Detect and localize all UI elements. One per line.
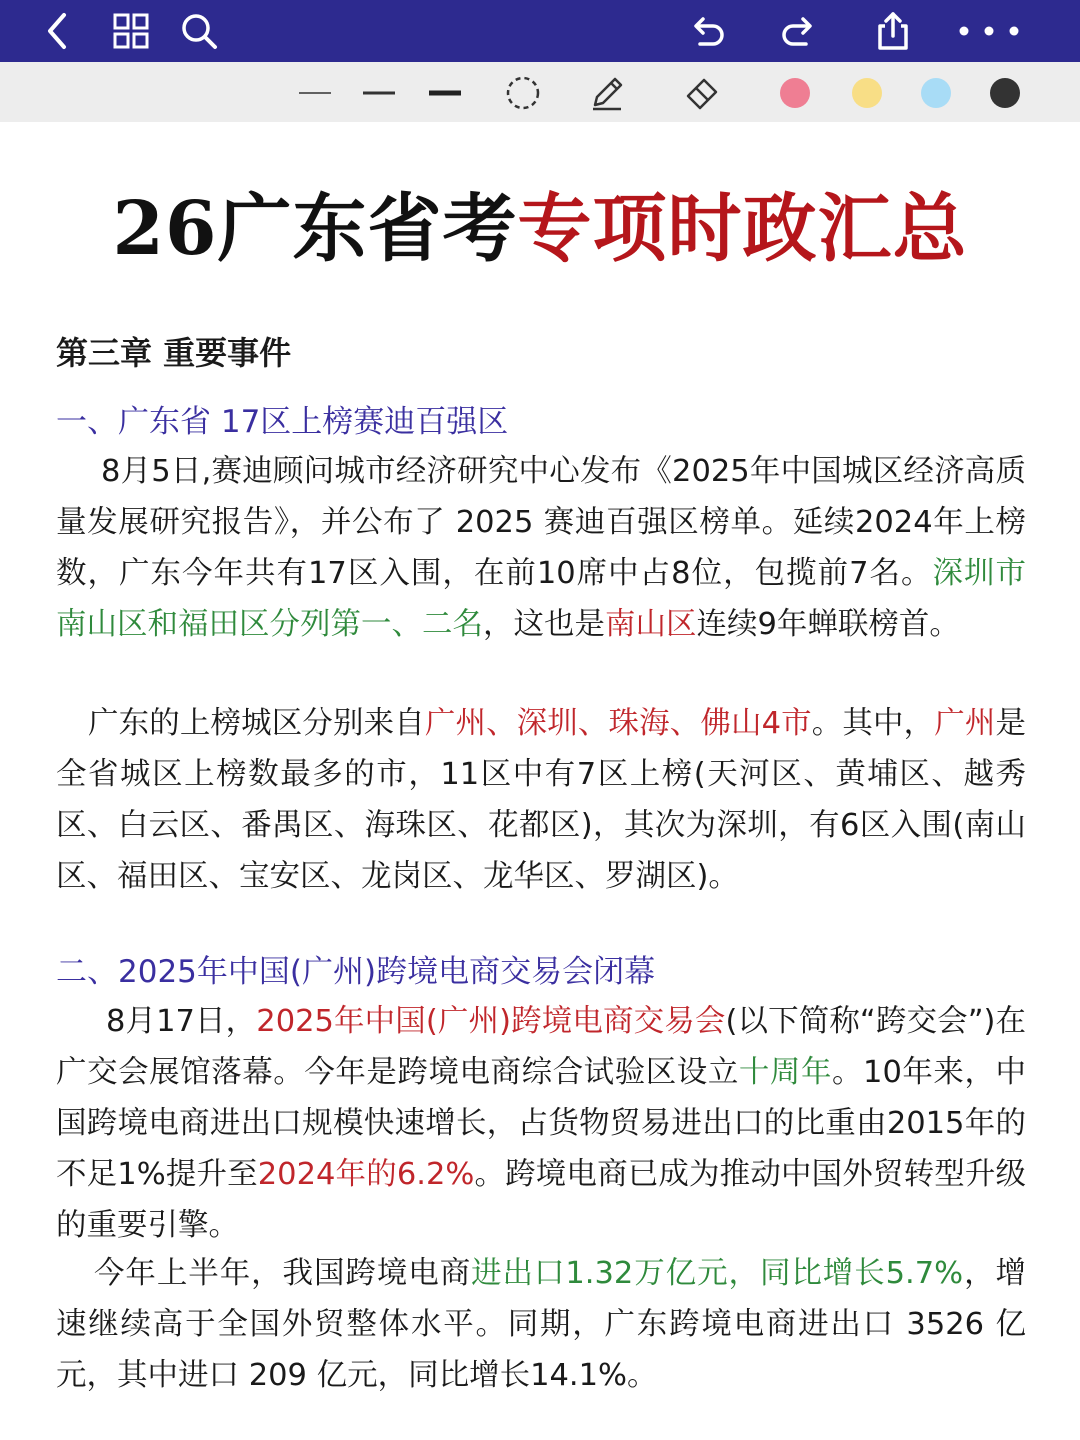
more-button[interactable] (952, 6, 1026, 56)
document-title (0, 170, 1080, 276)
chapter-heading: 第三章 重要事件 (56, 334, 292, 372)
grid-button[interactable] (106, 6, 156, 56)
pink-swatch (780, 78, 810, 108)
text-run: 是全省城区上榜数最多的市，11区中有7区上榜(天河区、黄埔区、越秀区、白云区、番禺区、海珠区、花都区)，其次为深圳，有6区入围(南山区、福田区、宝安区、龙岗区、龙华区、罗湖区)。 (56, 706, 1027, 894)
title-part-black: 26广东省考 (112, 186, 518, 272)
section-2-paragraph-1 (56, 996, 1026, 1251)
undo-button[interactable] (682, 6, 732, 56)
redo-icon (778, 10, 820, 52)
text-run: (以下简称“跨交会”)在广交会展馆落幕。今年是跨境电商综合试验区设立 (56, 1004, 1027, 1090)
search-button[interactable] (174, 6, 224, 56)
text-run: 。其中， (811, 706, 935, 741)
section-1-heading: 一、广东省 17区上榜赛迪百强区 (56, 404, 509, 440)
lasso-icon (503, 73, 543, 113)
share-icon (872, 10, 914, 52)
highlight-green: 进出口1.32万亿元，同比增长5.7% (471, 1256, 964, 1291)
section-1-paragraph-2 (56, 698, 1026, 902)
search-icon (179, 11, 219, 51)
pen-medium-button[interactable] (354, 68, 404, 118)
text-run: 8月5日,赛迪顾问城市经济研究中心发布《2025年中国城区经济高质量发展研究报告》，并公布了 2025 赛迪百强区榜单。延续2024年上榜数，广东今年共有17区入围，在前10席中占8位，包揽前7名。 (56, 454, 1026, 591)
blue-swatch (921, 78, 951, 108)
color-black-button[interactable] (980, 68, 1030, 118)
pen-medium-icon (361, 88, 397, 98)
title-part-red: 专项时政汇总 (517, 186, 968, 272)
lasso-button[interactable] (498, 68, 548, 118)
color-yellow-button[interactable] (842, 68, 892, 118)
text-run: 。10年来，中国跨境电商进出口规模快速增长，占货物贸易进出口的比重由2015年的不足1%提升至 (56, 1055, 1027, 1192)
more-icon (954, 21, 1024, 41)
back-icon (38, 11, 78, 51)
text-run: ，增速继续高于全国外贸整体水平。同期，广东跨境电商进出口 3526 亿元，其中进口 209 亿元，同比增长14.1%。 (56, 1256, 1027, 1393)
text-run: 连续9年蝉联榜首。 (696, 607, 960, 642)
section-2-paragraph-2 (56, 1248, 1026, 1401)
back-button[interactable] (33, 6, 83, 56)
text-run: 。跨境电商已成为推动中国外贸转型升级的重要引擎。 (56, 1157, 1027, 1243)
yellow-swatch (852, 78, 882, 108)
pencil-button[interactable] (582, 68, 632, 118)
pen-thick-icon (427, 88, 463, 98)
highlight-red: 南山区 (605, 607, 697, 642)
pencil-icon (587, 73, 627, 113)
color-blue-button[interactable] (911, 68, 961, 118)
black-swatch (990, 78, 1020, 108)
color-pink-button[interactable] (770, 68, 820, 118)
section-1-paragraph-1 (56, 446, 1026, 650)
text-run: 广东的上榜城区分别来自 (88, 706, 425, 741)
highlight-green: 十周年 (738, 1055, 832, 1090)
undo-icon (686, 10, 728, 52)
highlight-red: 广州 (934, 706, 996, 741)
pen-thin-button[interactable] (290, 68, 340, 118)
highlight-green: 深圳市南山区和福田区分列第一、二名 (56, 556, 1027, 642)
highlight-red: 2025年中国(广州)跨境电商交易会 (256, 1004, 726, 1039)
pen-thin-icon (297, 88, 333, 98)
top-nav-bar (0, 0, 1080, 62)
section-2-heading: 二、2025年中国(广州)跨境电商交易会闭幕 (56, 954, 656, 990)
grid-icon (111, 11, 151, 51)
text-run: ，这也是 (483, 607, 605, 642)
text-run: 8月17日， (106, 1004, 257, 1039)
text-run: 今年上半年，我国跨境电商 (94, 1256, 472, 1291)
annotation-toolbar (0, 62, 1080, 122)
share-button[interactable] (868, 6, 918, 56)
redo-button[interactable] (774, 6, 824, 56)
highlight-red: 2024年的6.2% (257, 1157, 475, 1192)
pen-thick-button[interactable] (420, 68, 470, 118)
highlight-red: 广州、深圳、珠海、佛山4市 (424, 706, 812, 741)
eraser-icon (680, 72, 722, 114)
eraser-button[interactable] (676, 68, 726, 118)
